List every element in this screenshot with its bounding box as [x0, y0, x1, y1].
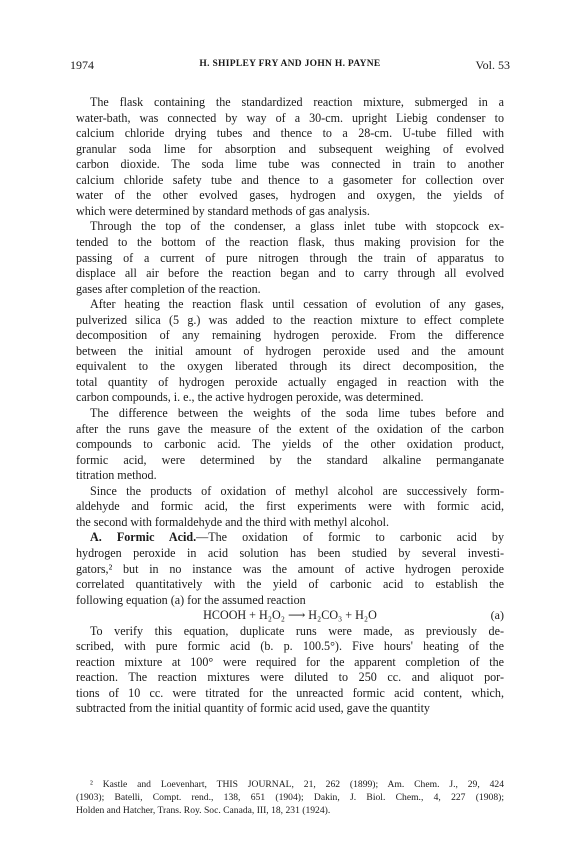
text-line: reaction mixture at 100° were required for the apparent completion of the	[76, 654, 504, 669]
volume-label: Vol. 53	[475, 58, 510, 72]
text-line: between the initial amount of hydrogen peroxide used and the amount	[76, 343, 504, 358]
text-line: pulverized silica (5 g.) was added to the reaction mixture to effect complete	[76, 312, 504, 327]
running-header	[70, 58, 510, 74]
text-line: After heating the reaction flask until cessation of evolution of any gases,	[90, 297, 504, 312]
text-line: To verify this equation, duplicate runs were made, as previously de-	[90, 623, 504, 638]
text-line: after the runs gave the measure of the extent of the oxidation of the carbon	[76, 421, 504, 436]
text-line: titration method.	[76, 468, 157, 483]
text-line: which were determined by standard methods of gas analysis.	[76, 203, 370, 218]
text-line: compounds to carbonic acid. The yields of the other oxidation product,	[76, 437, 504, 452]
text-line: following equation (a) for the assumed reaction	[76, 592, 306, 607]
text-line: calcium chloride drying tubes and thence to a 28-cm. U-tube filled with	[76, 126, 504, 141]
text-line: gases after completion of the reaction.	[76, 281, 261, 296]
page-number: 1974	[70, 58, 94, 72]
text-line: aldehyde and formic acid, the first experiments were with formic acid,	[76, 499, 504, 514]
text-line: carbon compounds, i. e., the active hydrogen peroxide, was determined.	[76, 390, 424, 405]
text-line: hydrogen peroxide in acid solution has been studied by several investi-	[76, 545, 504, 560]
text-line: tions of 10 cc. were titrated for the unreacted formic acid content, which,	[76, 685, 504, 700]
section-heading-formic-acid: A. Formic Acid.	[90, 530, 197, 545]
text-line: water of the other evolved gases, hydrogen and oxygen, the yields of	[76, 188, 504, 203]
text-line: Since the products of oxidation of methyl alcohol are successively form-	[90, 483, 504, 498]
text-line: gators,² but in no instance was the amount of active hydrogen peroxide	[76, 561, 504, 576]
text-line: Through the top of the condenser, a glass inlet tube with stopcock ex-	[90, 219, 504, 234]
text-line: reaction. The reaction mixtures were diluted to 250 cc. and aliquot por-	[76, 670, 504, 685]
text-line: correlated quantitatively with the yield of carbonic acid to establish the	[76, 577, 504, 592]
text-line: carbon dioxide. The soda lime tube was connected in train to another	[76, 157, 504, 172]
text-line: displace all air before the reaction began and to carry through all evolved	[76, 266, 504, 281]
text-line: tended to the bottom of the reaction flask, thus making provision for the	[76, 234, 504, 249]
text-line: A. Formic Acid.—The oxidation of formic to carbonic acid by	[90, 530, 504, 545]
footnote-line: (1903); Batelli, Compt. rend., 138, 651 (1904); Dakin, J. Biol. Chem., 4, 227 (1908);	[76, 792, 504, 803]
text-line: passing of a current of pure nitrogen through the train of apparatus to	[76, 250, 504, 265]
text-line: granular soda lime for absorption and subsequent weighing of evolved	[76, 141, 504, 156]
text-line: total quantity of hydrogen peroxide actually engaged in reaction with the	[76, 374, 504, 389]
text-line: scribed, with pure formic acid (b. p. 100.5°). Five hours' heating of the	[76, 639, 504, 654]
text-line: the second with formaldehyde and the third with methyl alcohol.	[76, 514, 390, 529]
text-line: water-bath, was connected by way of a 30-cm. upright Liebig condenser to	[76, 110, 504, 125]
text-line: decomposition of any remaining hydrogen peroxide. From the difference	[76, 328, 504, 343]
footnote-line: ² Kastle and Loevenhart, THIS JOURNAL, 21, 262 (1899); Am. Chem. J., 29, 424	[90, 779, 504, 790]
equation-a: HCOOH + H₂O₂ ⟶ H₂CO₃ + H₂O	[203, 608, 377, 623]
footnote-line: Holden and Hatcher, Trans. Roy. Soc. Canada, III, 18, 231 (1924).	[76, 805, 331, 816]
text-line: formic acid, were determined by the standard alkaline permanganate	[76, 452, 504, 467]
text-line: calcium chloride safety tube and thence to a gasometer for collection over	[76, 172, 504, 187]
text-line: subtracted from the initial quantity of formic acid used, gave the quantity	[76, 701, 430, 716]
text-line: The difference between the weights of the soda lime tubes before and	[90, 406, 504, 420]
running-head-authors: H. SHIPLEY FRY AND JOHN H. PAYNE	[199, 59, 381, 69]
equation-label: (a)	[490, 608, 504, 623]
text-line: equivalent to the oxygen liberated through its direct decomposition, the	[76, 359, 504, 374]
text-line: The flask containing the standardized reaction mixture, submerged in a	[90, 95, 504, 109]
